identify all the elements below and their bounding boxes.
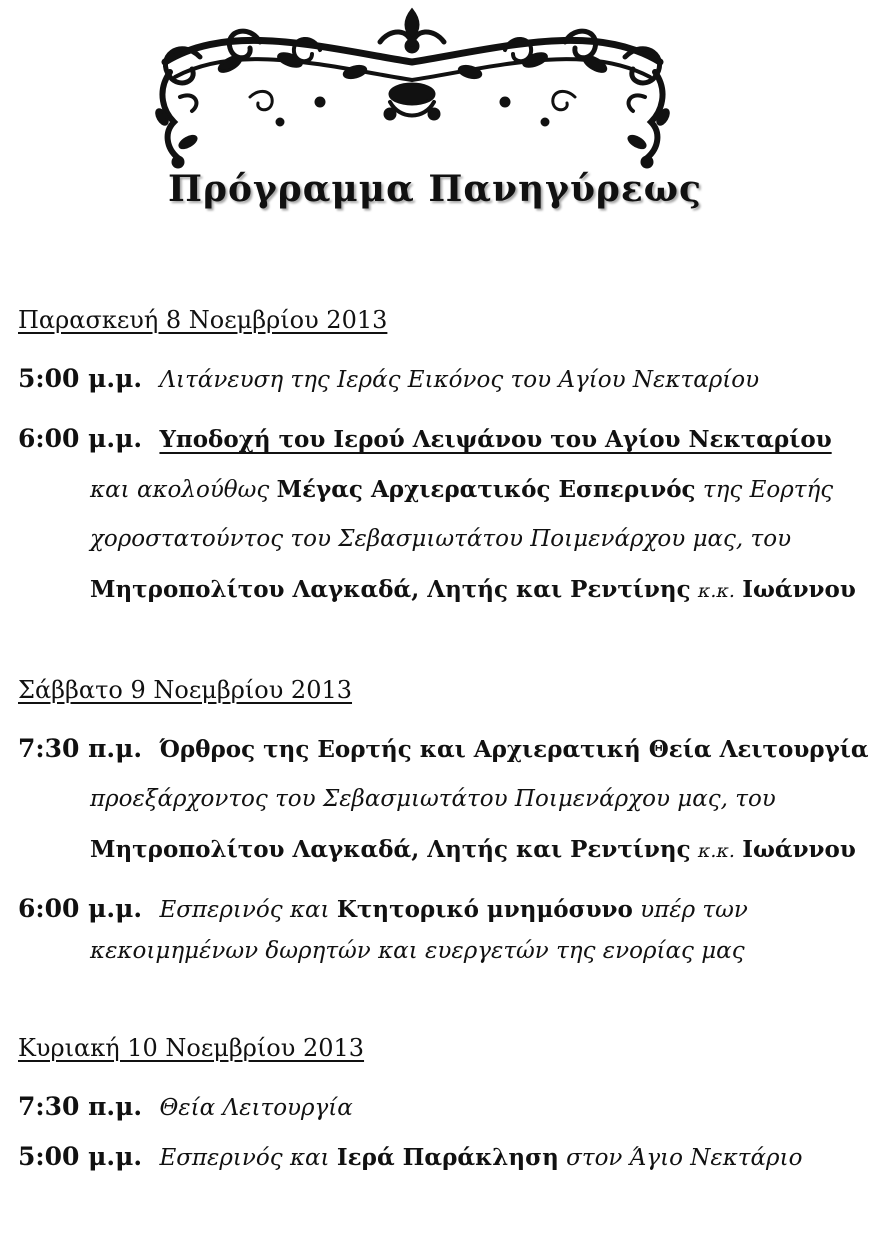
day-heading-friday: Παρασκευή 8 Νοεμβρίου 2013 xyxy=(18,306,388,334)
event-line xyxy=(18,424,832,453)
event-text: Εσπερινός και xyxy=(159,897,330,923)
event-time: 7:30 π.μ. xyxy=(18,734,143,763)
event-text: Λιτάνευση της Ιεράς Εικόνος του Αγίου Νεκταρίου xyxy=(159,367,760,393)
event-time: 6:00 μ.μ. xyxy=(18,424,143,453)
event-text: Θεία Λειτουργία xyxy=(159,1095,353,1121)
event-time: 6:00 μ.μ. xyxy=(18,894,143,923)
event-line xyxy=(18,364,759,393)
event-time: 7:30 π.μ. xyxy=(18,1092,143,1121)
event-line xyxy=(18,1092,353,1121)
event-highlight: Ιερά Παράκληση xyxy=(336,1144,559,1171)
event-highlight: Ιωάννου xyxy=(742,836,856,863)
event-continuation xyxy=(90,576,856,603)
event-highlight: Ιωάννου xyxy=(742,576,856,603)
event-highlight: Όρθρος της Εορτής και Αρχιερατική Θεία Λειτουργία xyxy=(159,736,869,763)
event-text: Εσπερινός και xyxy=(159,1145,330,1171)
event-text: υπέρ των xyxy=(640,897,748,923)
page-title: Πρόγραμμα Πανηγύρεως xyxy=(168,168,702,210)
baroque-scroll-ornament-icon xyxy=(140,2,685,172)
event-text: κ.κ. xyxy=(697,580,735,602)
event-text: και ακολούθως xyxy=(90,477,270,503)
event-continuation xyxy=(90,476,833,503)
event-time: 5:00 μ.μ. xyxy=(18,364,143,393)
event-text: προεξάρχοντος του Σεβασμιωτάτου Ποιμενάρχου μας, του xyxy=(90,786,776,812)
event-highlight: Υποδοχή του Ιερού Λειψάνου του Αγίου Νεκταρίου xyxy=(159,426,832,453)
event-text: της Εορτής xyxy=(702,477,834,503)
event-line xyxy=(18,1142,802,1171)
event-highlight: Κτητορικό μνημόσυνο xyxy=(336,896,633,923)
event-text: χοροστατούντος του Σεβασμιωτάτου Ποιμενάρχου μας, του xyxy=(90,526,792,552)
event-continuation xyxy=(90,786,776,812)
event-text: κ.κ. xyxy=(697,840,735,862)
event-highlight: Μητροπολίτου Λαγκαδά, Λητής και Ρεντίνης xyxy=(90,836,691,863)
event-line xyxy=(18,894,748,923)
event-continuation xyxy=(90,836,856,863)
event-highlight: Μέγας Αρχιερατικός Εσπερινός xyxy=(276,476,696,503)
day-heading-saturday: Σάββατο 9 Νοεμβρίου 2013 xyxy=(18,676,353,704)
event-highlight: Μητροπολίτου Λαγκαδά, Λητής και Ρεντίνης xyxy=(90,576,691,603)
day-heading-sunday: Κυριακή 10 Νοεμβρίου 2013 xyxy=(18,1034,365,1062)
event-time: 5:00 μ.μ. xyxy=(18,1142,143,1171)
event-continuation xyxy=(90,526,791,552)
event-continuation xyxy=(90,938,745,964)
event-line xyxy=(18,734,869,763)
event-text: κεκοιμημένων δωρητών και ευεργετών της ενορίας μας xyxy=(90,938,745,964)
event-text: στον Άγιο Νεκτάριο xyxy=(566,1145,803,1171)
